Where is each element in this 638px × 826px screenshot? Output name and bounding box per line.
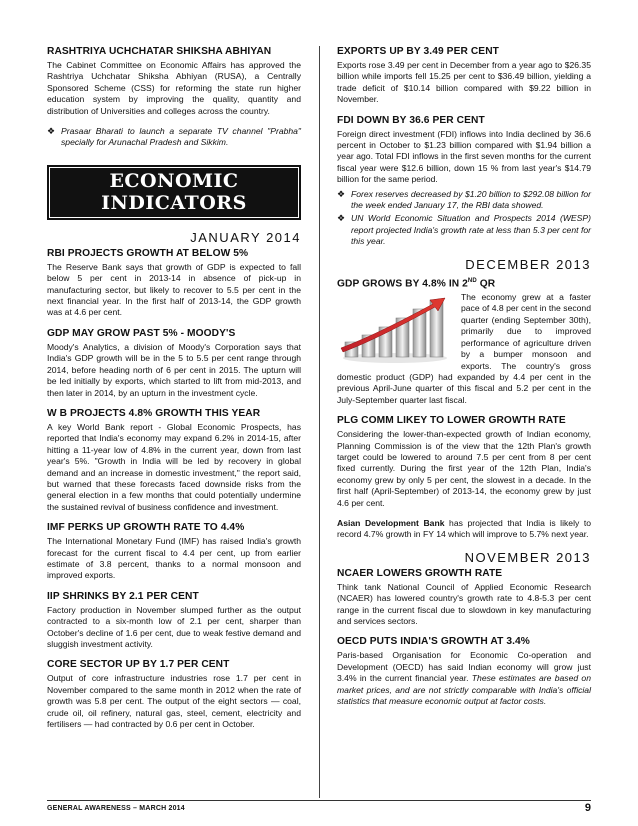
core-text: Output of core infrastructure industries rose 1.7 per cent in November compared to the same month in 2012 when the rate of growth was 5.8 per cent. The output of the eight sectors — coal, crude oil, oil refinery, natural gas, steel, cement, electricity and fertilisers — had contracted by 0.6 per cent in October.: [47, 673, 301, 730]
un-bullet-text: UN World Economic Situation and Prospects 2014 (WESP) report projected India's growth rate at less than 5.3 per cent for this year.: [351, 213, 591, 247]
prasar-bullet-text: Prasaar Bharati to launch a separate TV channel "Prabha" specially for Arunachal Pradesh and Sikkim.: [61, 126, 301, 148]
exports-heading: EXPORTS UP BY 3.49 PER CENT: [337, 46, 499, 57]
imf-heading: IMF PERKS UP GROWTH RATE TO 4.4%: [47, 522, 245, 534]
page-number: 9: [584, 802, 591, 814]
plg-text: Considering the lower-than-expected growth of Indian economy, Planning Commission is of the view that the 12th Plan's growth target could be lowered to around 7.5 per cent from 8 per cent fixed currently. During the first year of the 12th Plan, India's economy grew by only 5 per cent, the slowest in a decade. In the first half (April-September) of 2013-14, the economy grew by just 4.6 per cent.: [337, 429, 591, 508]
footer-rule: [47, 800, 591, 801]
prasar-bullet: [47, 126, 301, 149]
iip-text: Factory production in November slumped further as the output contracted to a six-month low of 2.1 per cent, sharper than October's decline of 1.6 per cent, due to weak festive demand and sluggish investment activity.: [47, 604, 301, 649]
rising-bars-arrow-icon: [337, 292, 455, 364]
rbi-heading: RBI PROJECTS GROWTH AT BELOW 5%: [47, 247, 249, 259]
left-column: [47, 46, 301, 739]
imf-text: The International Monetary Fund (IMF) has raised India's growth forecast for the current fiscal to 4.4 per cent, up from earlier estimate of 3.8 percent, thanks to a normal monsoon and improved exports.: [47, 536, 301, 581]
exports-text: Exports rose 3.49 per cent in December from a year ago to $26.35 billion while imports fell 15.25 per cent to $36.49 billion, yielding a trade deficit of $10.14 billion compared with $9.22 billion in November.: [337, 60, 591, 105]
gdp-heading-sup: ND: [467, 277, 477, 284]
rusa-text: The Cabinet Committee on Economic Affairs has approved the Rashtriya Uchchatar Shiksha Abhiyan (RUSA), a Centrally Sponsored Scheme (CSS) for reforming the state run higher education system by improving the quality, quantity and distribution of Universities and colleges across the country.: [47, 60, 301, 116]
adb-paragraph: [337, 518, 591, 541]
column-divider: [319, 46, 320, 798]
oecd-paragraph: [337, 650, 591, 707]
iip-heading: IIP SHRINKS BY 2.1 PER CENT: [47, 590, 199, 602]
oecd-text: Paris-based Organisation for Economic Co-operation and Development (OECD) has said Indian economy will grow just 3.4% in the current financial year.: [337, 650, 591, 684]
footer-title: GENERAL AWARENESS – MARCH 2014: [47, 805, 185, 812]
growth-bar-graphic: [337, 292, 455, 364]
oecd-italic-note: These estimates are based on market prices, and are not strictly comparable with India's official statistics that measure economic output at factor costs.: [337, 673, 591, 707]
gdp-heading: [337, 275, 591, 290]
wb-text: A key World Bank report - Global Economic Prospects, has reported that India's economy may expand 6.2% in 2014-15, after hitting a 11-year low of 4.8% in the current year, down from last year's 5%. "Growth in India will be led by recovery in global demand and an increase in domestic investment," the report said, but warned that these forecasts faced downside risks from the general election in a few months that could potentially undermine the sustained revival of business confidence and investment.: [47, 421, 301, 512]
right-column: [337, 46, 591, 716]
wb-heading: W B PROJECTS 4.8% GROWTH THIS YEAR: [47, 407, 261, 419]
diamond-bullet-icon: ❖: [337, 188, 346, 199]
core-heading: CORE SECTOR UP BY 1.7 PER CENT: [47, 659, 230, 671]
gdp-text: The economy grew at a faster pace of 4.8 per cent in the second quarter (ending September 30th), primarily due to improved performance of agriculture driven by a bumper monsoon and exports. The country's gross domestic product (GDP) had expanded by 4.4 per cent in the previous April-June quarter of this fiscal and 5.2 per cent in the July-September quarter last fiscal.: [337, 292, 591, 405]
ncaer-heading: NCAER LOWERS GROWTH RATE: [337, 567, 503, 579]
diamond-bullet-icon: ❖: [337, 213, 346, 224]
adb-lead: Asian Development Bank: [337, 517, 445, 528]
ncaer-text: Think tank National Council of Applied Economic Research (NCAER) has lowered country's growth rate to 4.8-5.3 per cent range in the current fiscal due to slowdown in key manufacturing and services sectors.: [337, 581, 591, 627]
economic-indicators-banner: ECONOMIC INDICATORS: [47, 165, 301, 220]
oecd-heading: OECD PUTS INDIA'S GROWTH AT 3.4%: [337, 636, 530, 648]
month-january-2014: JANUARY 2014: [190, 229, 301, 245]
forex-bullet: [337, 189, 591, 212]
moody-heading: GDP MAY GROW PAST 5% - MOODY'S: [47, 327, 236, 339]
un-bullet: [337, 213, 591, 247]
rbi-text: The Reserve Bank says that growth of GDP is expected to fall below 5 per cent in 2013-14 in absence of pick-up in manufacturing sector, but likely to recover to 5.5 per cent in the next financial year. In the first half of 2013-14, the GDP growth was at 4.6 per cent.: [47, 261, 301, 318]
forex-bullet-text: Forex reserves decreased by $1.20 billion to $292.08 billion for the week ended January 17, the RBI data showed.: [351, 188, 591, 211]
gdp-block: [337, 292, 591, 406]
adb-text: has projected that India is likely to record 4.7% growth in FY 14 which will improve to 5.7% next year.: [337, 517, 591, 540]
gdp-heading-main: GDP GROWS BY 4.8% IN 2: [337, 278, 468, 290]
plg-heading: PLG COMM LIKEY TO LOWER GROWTH RATE: [337, 415, 566, 427]
fdi-heading: FDI DOWN BY 36.6 PER CENT: [337, 114, 485, 126]
fdi-text: Foreign direct investment (FDI) inflows into India declined by 36.6 percent in October to $1.23 billion compared with $1.94 billion a year ago. Total FDI inflows in the first seven months for the current fiscal year were $12.6 billion, down 15 % from last year's $14.79 billion for the same period.: [337, 128, 591, 185]
month-november-2013: NOVEMBER 2013: [464, 549, 591, 565]
diamond-bullet-icon: ❖: [47, 126, 56, 137]
gdp-heading-end: QR: [476, 278, 496, 290]
month-december-2013: DECEMBER 2013: [465, 256, 591, 272]
moody-text: Moody's Analytics, a division of Moody's Corporation says that India's GDP growth will be in the 5 to 5.5 per cent range through 2014, before heading north of 6 per cent in 2015. The upturn will be led initially by exports, which started to lift from mid-2013, and then later in 2014, by an upturn in the investment cycle.: [47, 341, 301, 398]
rusa-heading: RASHTRIYA UCHCHATAR SHIKSHA ABHIYAN: [47, 46, 272, 57]
